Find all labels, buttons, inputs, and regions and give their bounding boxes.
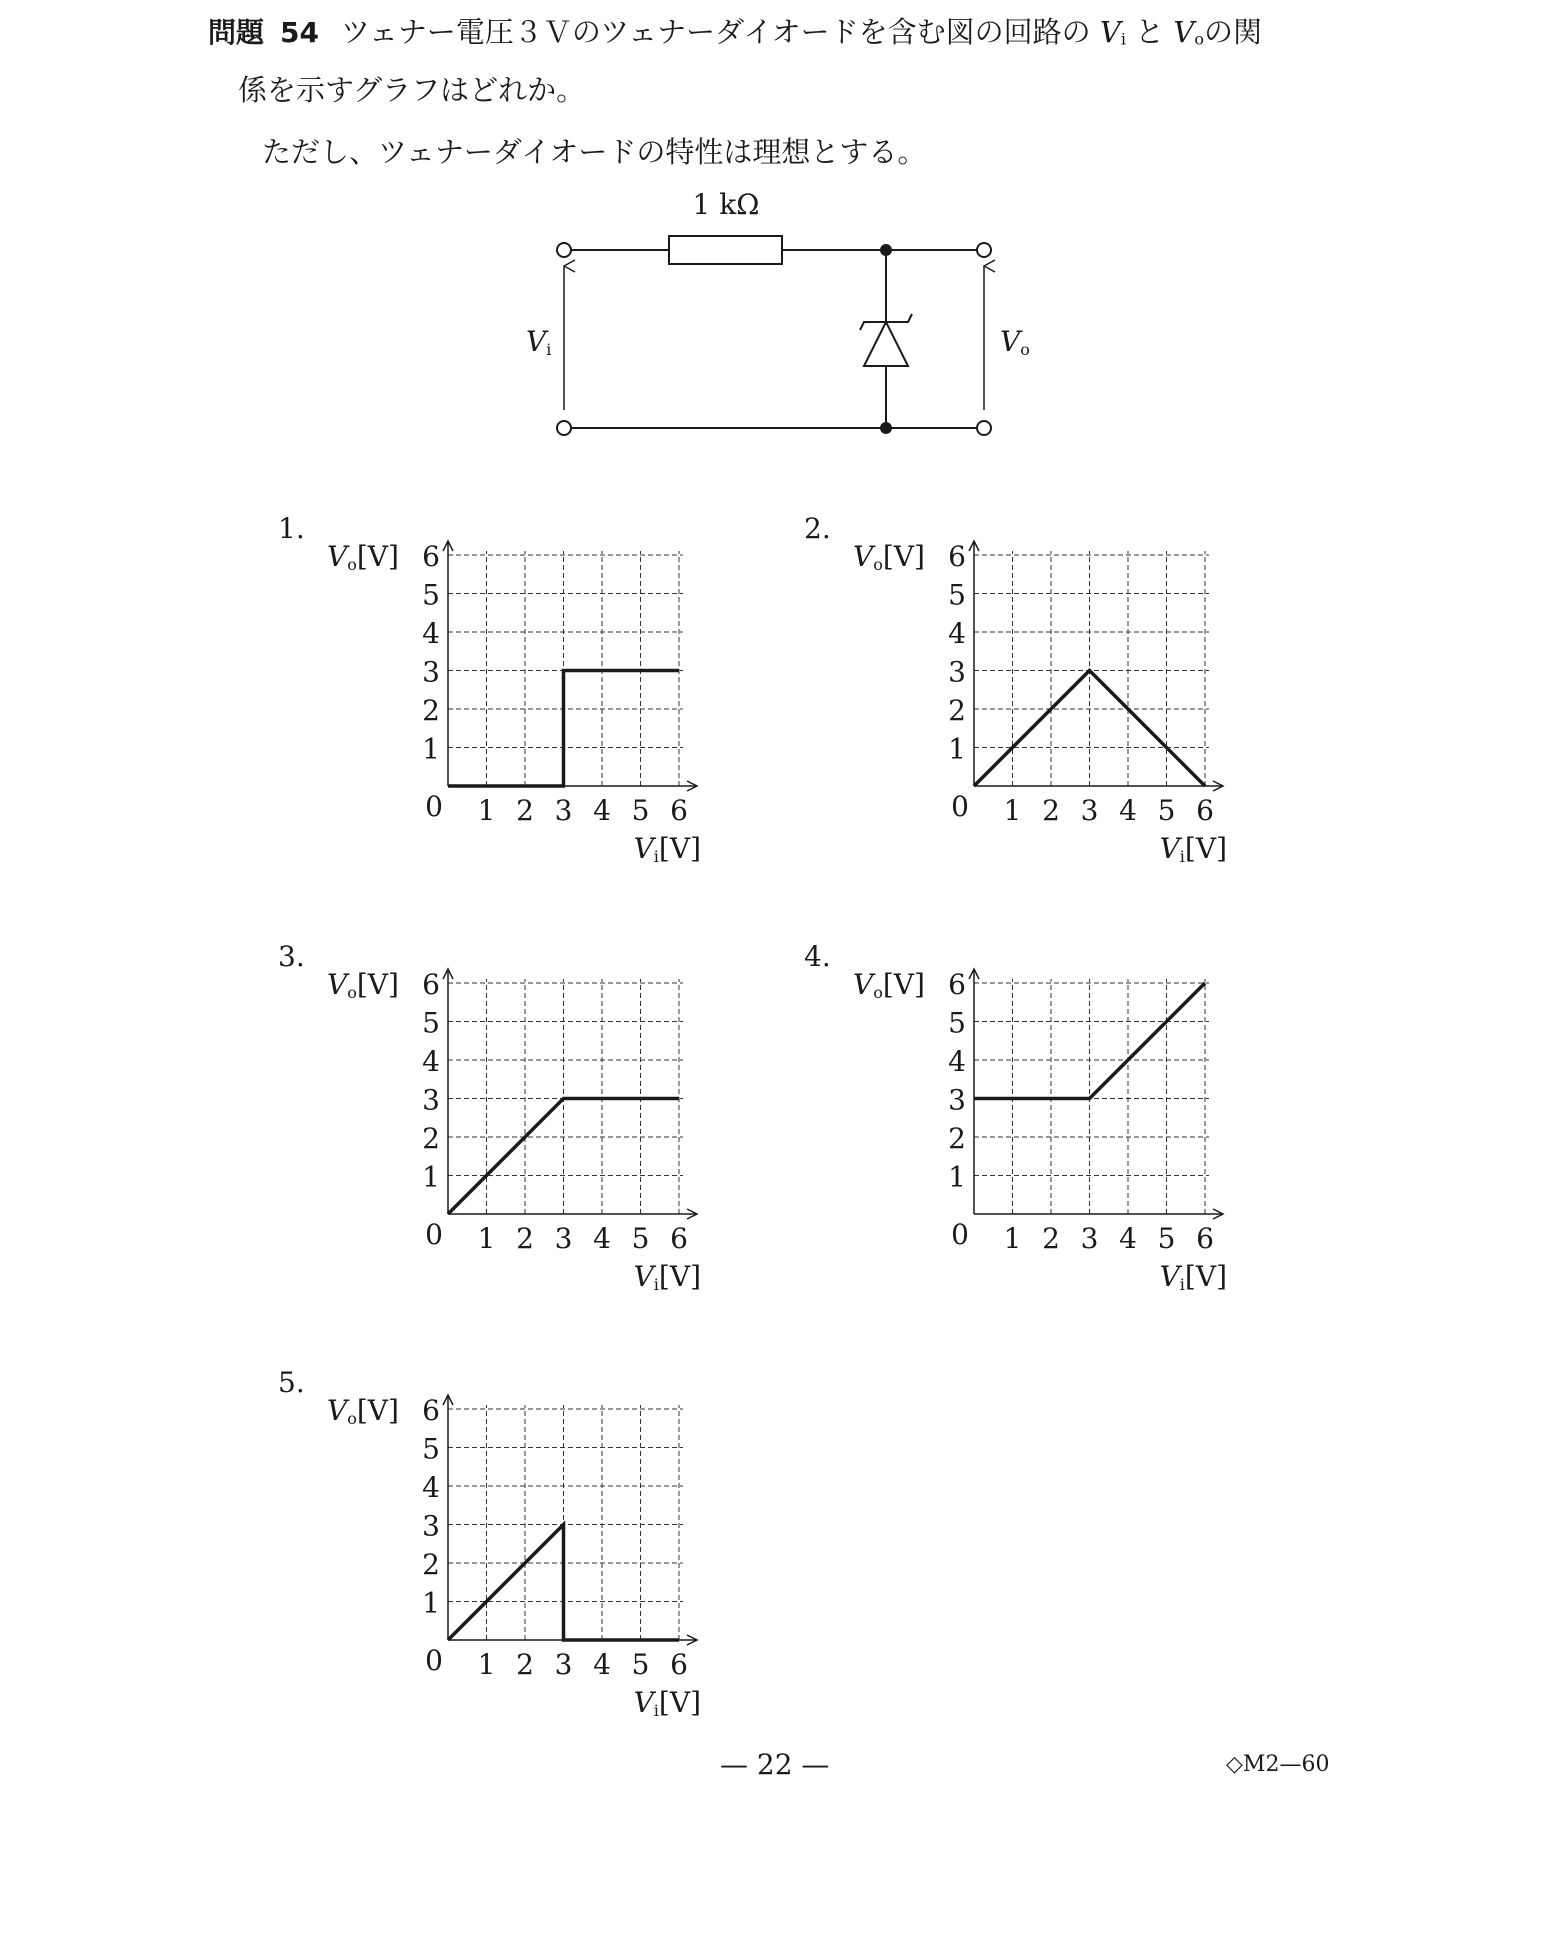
y-tick-label: 5: [422, 1006, 440, 1040]
y-axis-title: Vo[V]: [853, 540, 925, 574]
y-tick-label: 5: [422, 1432, 440, 1466]
y-tick-label: 6: [948, 540, 966, 573]
x-axis-title: Vi[V]: [1159, 1260, 1227, 1294]
y-tick-label: 2: [422, 694, 440, 727]
x-tick-label: 4: [1119, 794, 1137, 827]
origin-label: 0: [425, 790, 443, 823]
y-tick-label: 2: [422, 1548, 440, 1581]
x-tick-label: 1: [477, 1648, 496, 1681]
x-tick-label: 2: [1042, 1222, 1060, 1255]
y-tick-label: 4: [422, 1045, 440, 1078]
x-tick-label: 6: [670, 1648, 688, 1681]
option-3[interactable]: [278, 940, 748, 1340]
question-line-3: ただし、ツェナーダイオードの特性は理想とする。: [262, 135, 927, 169]
option-1[interactable]: [278, 512, 748, 912]
vi-symbol: Vi: [1099, 15, 1126, 49]
x-axis-title: Vi[V]: [633, 1260, 701, 1294]
x-tick-label: 3: [1080, 1222, 1099, 1255]
y-tick-label: 6: [422, 1394, 440, 1427]
y-tick-label: 2: [948, 1122, 966, 1155]
y-tick-label: 6: [422, 540, 440, 573]
option-graph: [278, 512, 748, 912]
y-tick-label: 1: [422, 732, 440, 766]
x-tick-label: 2: [516, 794, 534, 827]
y-tick-label: 1: [422, 1586, 440, 1620]
resistor-label: 1 kΩ: [692, 188, 760, 221]
option-number: 2.: [804, 512, 831, 545]
option-graph: [804, 512, 1274, 912]
y-axis-title: Vo[V]: [327, 540, 399, 574]
option-graph: [278, 940, 748, 1340]
input-terminal-top: [557, 243, 571, 257]
y-tick-label: 1: [422, 1160, 440, 1194]
x-tick-label: 6: [670, 1222, 688, 1255]
option-2[interactable]: [804, 512, 1274, 912]
page-number: — 22 —: [720, 1748, 830, 1781]
x-axis-title: Vi[V]: [633, 832, 701, 866]
exam-code: ◇M2—60: [1226, 1752, 1330, 1777]
characteristic-curve: [448, 1525, 679, 1641]
output-voltage-label: Vo: [1000, 325, 1030, 359]
y-tick-label: 1: [948, 732, 966, 766]
output-terminal-top: [977, 243, 991, 257]
input-terminal-bottom: [557, 421, 571, 435]
question-label: 問題: [208, 16, 265, 49]
characteristic-curve: [448, 671, 679, 787]
y-tick-label: 3: [948, 1083, 966, 1117]
x-tick-label: 3: [554, 1648, 573, 1681]
x-tick-label: 3: [554, 1222, 573, 1255]
y-tick-label: 1: [948, 1160, 966, 1194]
y-tick-label: 3: [422, 655, 440, 689]
option-4[interactable]: [804, 940, 1274, 1340]
y-tick-label: 6: [422, 968, 440, 1001]
question-line-1: [208, 10, 1262, 51]
option-number: 3.: [278, 940, 305, 973]
question-text-1b: の関: [1203, 15, 1262, 49]
y-tick-label: 3: [422, 1083, 440, 1117]
x-tick-label: 1: [1003, 794, 1022, 827]
x-tick-label: 1: [477, 794, 496, 827]
x-tick-label: 2: [1042, 794, 1060, 827]
output-terminal-bottom: [977, 421, 991, 435]
question-text-1a: ツェナー電圧３Ｖのツェナーダイオードを含む図の回路の: [340, 15, 1091, 49]
y-tick-label: 4: [422, 1471, 440, 1504]
and-text: と: [1135, 15, 1165, 49]
y-tick-label: 5: [948, 1006, 966, 1040]
zener-circuit-diagram: [500, 188, 1060, 458]
option-5[interactable]: [278, 1366, 748, 1766]
option-graph: [804, 940, 1274, 1340]
x-tick-label: 4: [593, 794, 611, 827]
x-tick-label: 3: [554, 794, 573, 827]
x-tick-label: 4: [593, 1222, 611, 1255]
x-tick-label: 4: [593, 1648, 611, 1681]
x-tick-label: 5: [631, 794, 650, 827]
x-tick-label: 6: [1196, 1222, 1214, 1255]
question-line-2: 係を示すグラフはどれか。: [238, 73, 586, 107]
y-tick-label: 3: [422, 1509, 440, 1543]
x-tick-label: 3: [1080, 794, 1099, 827]
x-tick-label: 1: [1003, 1222, 1022, 1255]
x-tick-label: 5: [631, 1648, 650, 1681]
x-axis-title: Vi[V]: [1159, 832, 1227, 866]
y-tick-label: 2: [422, 1122, 440, 1155]
y-axis-title: Vo[V]: [327, 968, 399, 1002]
y-tick-label: 2: [948, 694, 966, 727]
x-tick-label: 2: [516, 1222, 534, 1255]
zener-diode-symbol: [860, 314, 912, 366]
y-tick-label: 6: [948, 968, 966, 1001]
y-axis-title: Vo[V]: [853, 968, 925, 1002]
x-tick-label: 6: [1196, 794, 1214, 827]
option-number: 5.: [278, 1366, 305, 1399]
x-tick-label: 4: [1119, 1222, 1137, 1255]
y-tick-label: 4: [948, 617, 966, 650]
origin-label: 0: [425, 1218, 443, 1251]
y-tick-label: 4: [948, 1045, 966, 1078]
y-tick-label: 3: [948, 655, 966, 689]
question-number: 54: [280, 16, 319, 49]
y-tick-label: 5: [422, 578, 440, 612]
input-voltage-label: Vi: [526, 325, 552, 359]
x-tick-label: 5: [1157, 794, 1176, 827]
y-tick-label: 4: [422, 617, 440, 650]
x-axis-title: Vi[V]: [633, 1686, 701, 1720]
x-tick-label: 2: [516, 1648, 534, 1681]
option-number: 4.: [804, 940, 831, 973]
origin-label: 0: [951, 790, 969, 823]
origin-label: 0: [425, 1644, 443, 1677]
y-tick-label: 5: [948, 578, 966, 612]
option-number: 1.: [278, 512, 305, 545]
x-tick-label: 5: [631, 1222, 650, 1255]
x-tick-label: 1: [477, 1222, 496, 1255]
option-graph: [278, 1366, 748, 1766]
origin-label: 0: [951, 1218, 969, 1251]
x-tick-label: 5: [1157, 1222, 1176, 1255]
resistor: [669, 236, 782, 264]
y-axis-title: Vo[V]: [327, 1394, 399, 1428]
x-tick-label: 6: [670, 794, 688, 827]
vo-symbol: Vo: [1173, 15, 1204, 49]
